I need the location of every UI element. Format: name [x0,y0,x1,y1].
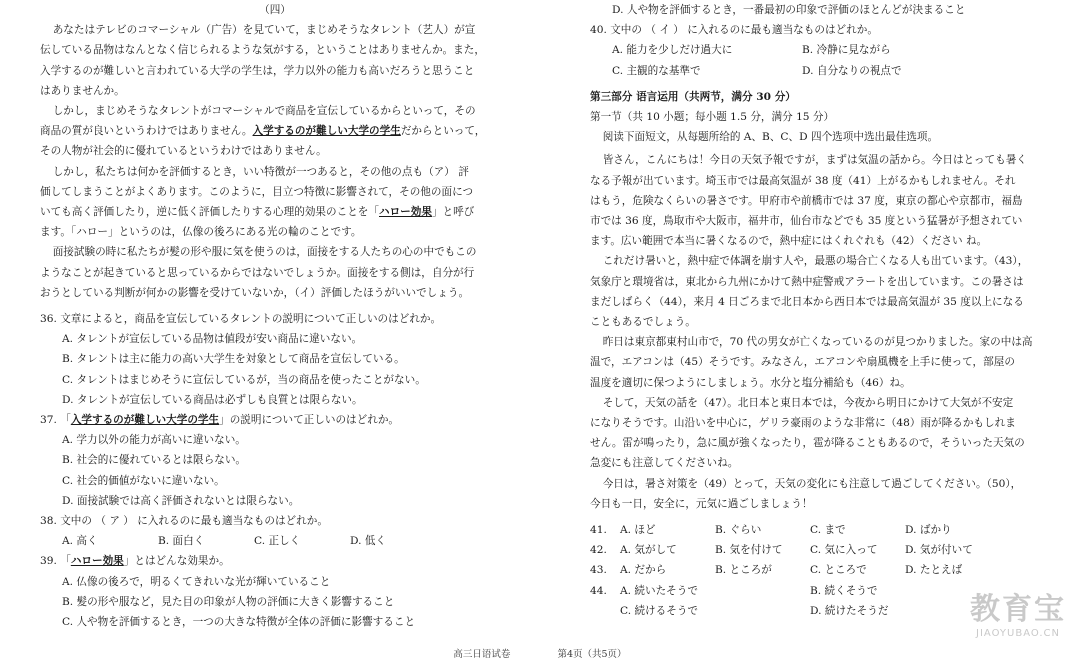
question-38-options [40,531,510,551]
underlined-phrase: ハロー効果 [70,555,124,568]
passage-line: なる予報が出ています。埼玉市では最高気温が 38 度（41）上がるかもしれません。それ [590,174,1016,187]
question-40-options [590,40,1045,60]
question-38-stem: 38. 文中の （ ア ） に入れるのに最も適当なものはどれか。 [40,515,328,528]
passage-line: 昨日は東京都東村山市で，70 代の男女が亡くなっているのが見つかりました。家の中は高 [602,336,1033,349]
cloze-passage [590,150,1045,514]
question-option: A. タレントが宣伝している品物は値段が安い商品に違いない。 [62,333,363,346]
answer-option: A. 続いたそうで [620,584,698,597]
right-column [590,0,1045,621]
answer-option: C. 気に入って [810,544,878,557]
question-option: B. 冷静に見ながら [802,44,891,57]
question-option: D. 低く [350,535,387,548]
question-36-stem: 36. 文章によると，商品を宣伝しているタレントの説明について正しいのはどれか。 [40,313,442,326]
paragraph-line: その人物が社会的に優れているというわけではありません。 [40,145,327,158]
question-option: D. 人や物を評価するとき，一番最初の印象で評価のほとんどが決まること [612,4,966,16]
passage-line: 急変にも注意してくださいね。 [590,457,739,470]
question-option: B. タレントは主に能力の高い大学生を対象として商品を宣伝している。 [62,353,405,366]
paragraph-line: 伝している品物はなんとなく信じられるような気がする，ということはありませんか。また， [40,44,485,57]
question-option: C. 社会的価値がないに違いない。 [62,474,225,487]
answer-row [590,540,1045,560]
question-option: C. 主観的な基準で [612,64,701,77]
question-option: A. 学力以外の能力が高いに違いない。 [62,434,246,447]
passage-line: 今日は，暑さ対策を（49）とって，天気の変化にも注意して過ごしてください。（50）， [602,477,1022,490]
passage-line: 皆さん，こんにちは！今日の天気予報ですが，まずは気温の話から。今日はとっても暑く [602,154,1027,167]
paragraph-line: 価してしまうことがよくあります。このように，目立つ特徴に影響されて，その他の面につ [40,185,474,198]
question-option: D. 自分なりの視点で [802,64,902,77]
question-37-stem: 37. 「入学するのが難しい大学の学生」の説明について正しいのはどれか。 [40,414,400,427]
question-option: A. 能力を少しだけ過大に [612,44,733,57]
answer-option: B. ところが [715,564,772,577]
question-39-stem: 39. 「ハロー効果」とはどんな効果か。 [40,555,230,568]
question-option: A. 高く [62,535,98,548]
answer-option: B. 気を付けて [715,544,783,557]
passage-line: 市では 36 度，鳥取市や大阪市，福井市，仙台市などでも 35 度という猛暑が予想されてい [590,215,1023,228]
answer-option: D. たとえば [905,564,963,577]
answer-row [590,560,1045,580]
passage-heading: （四） [259,4,291,16]
answer-option: A. ほど [620,524,656,537]
passage-line: まだしばらく（44），来月 4 日ごろまで北日本から西日本では最高気温が 35 度以上になる [590,295,1024,308]
answer-option: B. ぐらい [715,524,762,537]
underlined-phrase: ハロー効果 [379,206,432,219]
section-heading: 第一节（共 10 小题；每小题 1.5 分，满分 15 分） [590,111,835,124]
watermark-logo [970,584,1066,639]
answer-option: C. 続けるそうで [620,604,699,617]
paragraph-line: あなたはテレビのコマーシャル（广告）を見ていて，まじめそうなタレント（艺人）が宣 [52,24,476,37]
underlined-phrase: 入学するのが難しい大学の学生 [252,125,401,138]
footer-subject: 高三日语试卷 [453,649,511,660]
passage-line: 気象庁と環境省は，東北から九州にかけて熱中症警戒アラートを出しています。この暑さは [590,275,1024,288]
passage-line: ます。広い範囲で本当に暑くなるので，熱中症にはくれぐれも（42）ください ね。 [590,235,988,248]
watermark-sub: JIAOYUBAO.CN [976,628,1060,639]
watermark-main: 教育宝 [970,592,1066,627]
passage-line: 今日も一日，安全に，元気に過ごしましょう！ [590,497,813,510]
passage-line: はもう，危険なくらいの暑さです。甲府市や前橋市では 37 度，東京の都心や京都市，福島 [590,194,1023,207]
answer-option: D. 気が付いて [905,544,973,557]
passage-line: になりそうです。山沿いを中心に，ゲリラ豪雨のような非常に（48）雨が降るかもしれま [590,417,1016,430]
question-40-options [590,61,1045,81]
question-option: A. 仏像の後ろで，明るくてきれいな光が輝いていること [62,575,331,588]
paragraph-line: ます。「ハロー」というのは，仏像の後ろにある光の輪のことです。 [40,226,362,239]
question-number: 42. [590,544,607,557]
paragraph-line: 商品の質が良いというわけではありません。入学するのが難しい大学の学生だからといって， [40,125,486,138]
question-40-stem: 40. 文中の （ イ ） に入れるのに最も適当なものはどれか。 [590,24,878,37]
paragraph-line: 入学するのが難しいと言われている大学の学生は，学力以外の能力も高いだろうと思うこと [40,64,475,77]
paragraph-line: いても高く評価したり，逆に低く評価したりする心理的効果のことを「ハロー効果」と呼び [40,206,475,219]
passage-line: そして，天気の話を（47）。北日本と東日本では，今夜から明日にかけて大気が不安定 [602,396,1014,409]
question-number: 43. [590,564,607,577]
part-heading: 第三部分 语言运用（共两节，满分 30 分） [590,90,796,103]
question-option: B. 社会的に優れているとは限らない。 [62,454,247,467]
paragraph-line: しかし，まじめそうなタレントがコマーシャルで商品を宣伝しているからといって，その [52,105,476,118]
paragraph-line: おうとしている判断が何かの影響を受けていないか，（イ）評価したほうがいいでしょう。 [40,286,470,299]
question-option: D. タレントが宣伝している商品は必ずしも良質とは限らない。 [62,393,363,406]
left-column [40,0,510,632]
answer-option: D. ばかり [905,524,952,537]
passage-line: こともあるでしょう。 [590,316,696,329]
instruction: 阅读下面短文，从每题所给的 A、B、C、D 四个选项中选出最佳选项。 [602,131,939,144]
question-option: C. 正しく [254,535,301,548]
paragraph-line: しかし，私たちは何かを評価するとき，いい特徴が一つあると，その他の点も（ア） 評 [52,165,469,178]
answer-option: C. まで [810,524,846,537]
question-option: B. 髪の形や服など，見た目の印象が人物の評価に大きく影響すること [62,595,395,608]
answer-option: A. 気がして [620,544,677,557]
footer-page-number: 第4页（共5页） [557,649,627,660]
paragraph-line: はありませんか。 [40,84,125,97]
answer-option: B. 続くそうで [810,584,878,597]
answer-option: A. だから [620,564,667,577]
passage-line: 温で，エアコンは（45）そうです。みなさん，エアコンや扇風機を上手に使って，部屋の [590,356,1015,369]
question-number: 44. [590,584,607,597]
question-number: 41. [590,524,607,537]
paragraph-line: 面接試験の時に私たちが髪の形や服に気を使うのは，面接をする人たちの心の中でもこの [52,246,477,259]
answer-option: D. 続けたそうだ [810,604,889,617]
question-option: C. タレントはまじめそうに宣伝しているが，当の商品を使ったことがない。 [62,373,426,386]
paragraph-line: ようなことが起きていると思っているからではないでしょうか。面接をする側は，自分が行 [40,266,475,279]
question-option: C. 人や物を評価するとき，一つの大きな特徴が全体の評価に影響すること [62,616,416,629]
passage-line: 温度を適切に保つようにしましょう。水分と塩分補給も（46）ね。 [590,376,911,389]
question-option: D. 面接試験では高く評価されないとは限らない。 [62,494,300,507]
question-option: B. 面白く [158,535,205,548]
underlined-phrase: 入学するのが難しい大学の学生 [70,414,220,427]
passage-line: これだけ暑いと，熱中症で体調を崩す人や，最悪の場合亡くなる人も出ています。（43）， [602,255,1029,268]
answer-row [590,520,1045,540]
answer-option: C. ところで [810,564,867,577]
passage-line: せん。雷が鳴ったり，急に風が強くなったり，雹が降ることもあるので，そういった天気の [590,437,1025,450]
page-footer [0,646,1080,660]
